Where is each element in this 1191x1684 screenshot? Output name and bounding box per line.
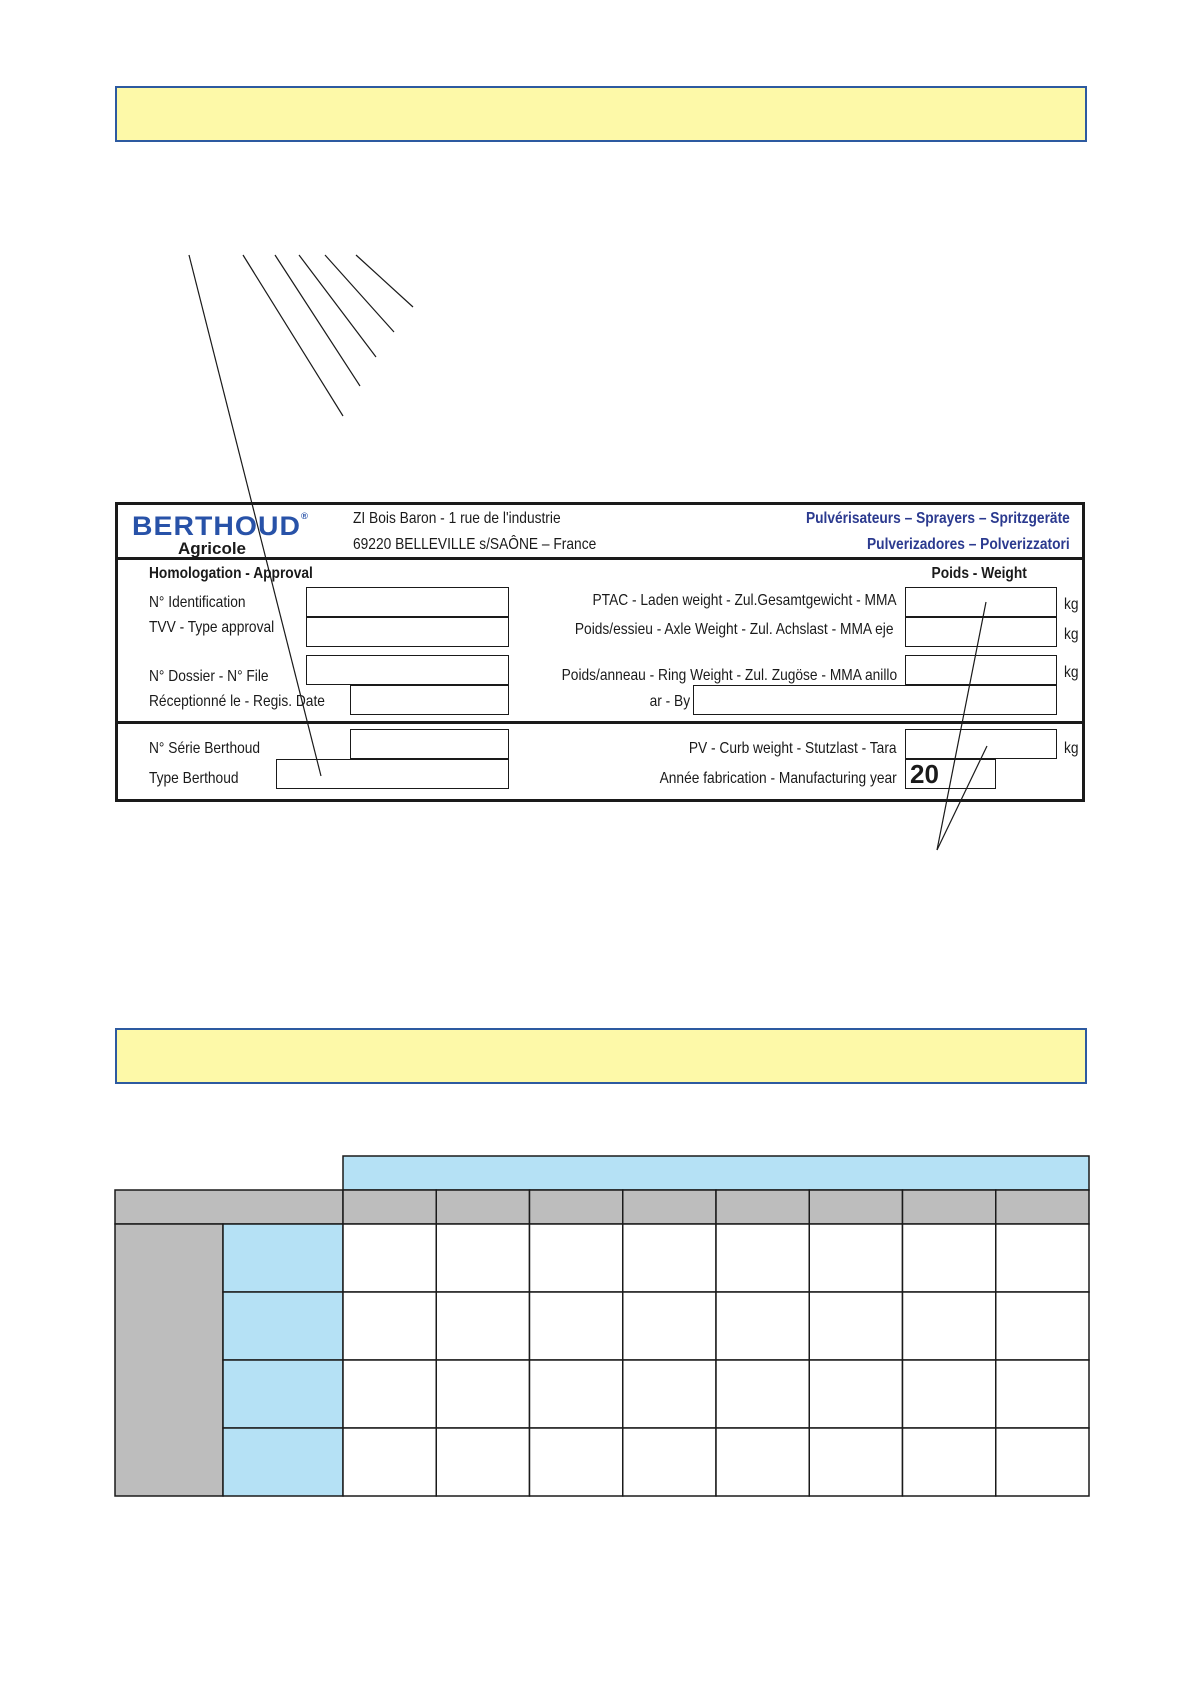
laden-weight-label: PTAC - Laden weight - Zul.Gesamtgewicht - MMA — [592, 592, 897, 609]
table-cell — [903, 1292, 996, 1360]
registration-date-label: Réceptionné le - Regis. Date — [149, 693, 325, 710]
table-column-header — [809, 1190, 902, 1224]
approval-heading: Homologation - Approval — [149, 565, 313, 582]
table-column-header — [623, 1190, 716, 1224]
manufacturing-year-label: Année fabrication - Manufacturing year — [659, 770, 897, 787]
ring-weight-label: Poids/anneau - Ring Weight - Zul. Zugöse - MMA anillo — [561, 667, 897, 684]
table-cell — [436, 1224, 529, 1292]
table-cell — [623, 1292, 716, 1360]
approved-by-label: ar - By — [649, 693, 690, 710]
serial-number-label: N° Série Berthoud — [149, 740, 261, 757]
table-cell — [809, 1360, 902, 1428]
laden-weight-unit: kg — [1064, 596, 1079, 613]
weight-heading: Poids - Weight — [931, 565, 1027, 582]
table-cell — [996, 1292, 1089, 1360]
address-line-1: ZI Bois Baron - 1 rue de l'industrie — [353, 510, 561, 527]
file-label: N° Dossier - N° File — [149, 668, 269, 685]
table-cell — [343, 1292, 436, 1360]
table-row-label — [223, 1292, 343, 1360]
table-cell — [716, 1224, 809, 1292]
table-column-header — [903, 1190, 996, 1224]
table-cell — [436, 1428, 529, 1496]
table-top-header-band — [343, 1156, 1089, 1190]
products-line-1: Pulvérisateurs – Sprayers – Spritzgeräte — [806, 510, 1070, 527]
table-cell — [809, 1428, 902, 1496]
curb-weight-label: PV - Curb weight - Stutzlast - Tara — [689, 740, 897, 757]
logo-sub: Agricole — [178, 539, 247, 558]
logo-brand: BERTHOUD® — [132, 511, 310, 541]
table-cell — [996, 1428, 1089, 1496]
table-cell — [530, 1292, 623, 1360]
type-approval-label: TVV - Type approval — [149, 619, 275, 636]
table-cell — [809, 1292, 902, 1360]
address-line-2: 69220 BELLEVILLE s/SAÔNE – France — [353, 536, 597, 553]
table-cell — [623, 1360, 716, 1428]
table-cell — [436, 1292, 529, 1360]
ring-weight-unit: kg — [1064, 664, 1079, 681]
table-row-label — [223, 1360, 343, 1428]
table-column-header — [716, 1190, 809, 1224]
products-line-2: Pulverizadores – Polverizzatori — [867, 536, 1070, 553]
table-cell — [809, 1224, 902, 1292]
table-row-label — [223, 1428, 343, 1496]
table-cell — [903, 1428, 996, 1496]
table-cell — [716, 1292, 809, 1360]
table-cell — [343, 1428, 436, 1496]
table-cell — [530, 1224, 623, 1292]
table-cell — [996, 1360, 1089, 1428]
table-cell — [530, 1428, 623, 1496]
table-group-label — [115, 1224, 223, 1496]
berthoud-type-label: Type Berthoud — [149, 770, 239, 787]
table-column-header — [436, 1190, 529, 1224]
table-column-header — [996, 1190, 1089, 1224]
table-cell — [530, 1360, 623, 1428]
table-cell — [903, 1360, 996, 1428]
identification-label: N° Identification — [149, 594, 246, 611]
table-cell — [623, 1428, 716, 1496]
table-cell — [343, 1360, 436, 1428]
axle-weight-label: Poids/essieu - Axle Weight - Zul. Achslast - MMA eje — [575, 621, 894, 638]
table-cell — [903, 1224, 996, 1292]
table-cell — [436, 1360, 529, 1428]
axle-weight-unit: kg — [1064, 626, 1079, 643]
table-cell — [343, 1224, 436, 1292]
table-row-label — [223, 1224, 343, 1292]
table-cell — [716, 1360, 809, 1428]
table-column-header — [530, 1190, 623, 1224]
table-column-header — [343, 1190, 436, 1224]
table-cell — [996, 1224, 1089, 1292]
table-cell — [623, 1224, 716, 1292]
curb-weight-unit: kg — [1064, 740, 1079, 757]
manufacturing-year-prefix: 20 — [910, 759, 939, 789]
table-cell — [716, 1428, 809, 1496]
table-corner-header — [115, 1190, 343, 1224]
